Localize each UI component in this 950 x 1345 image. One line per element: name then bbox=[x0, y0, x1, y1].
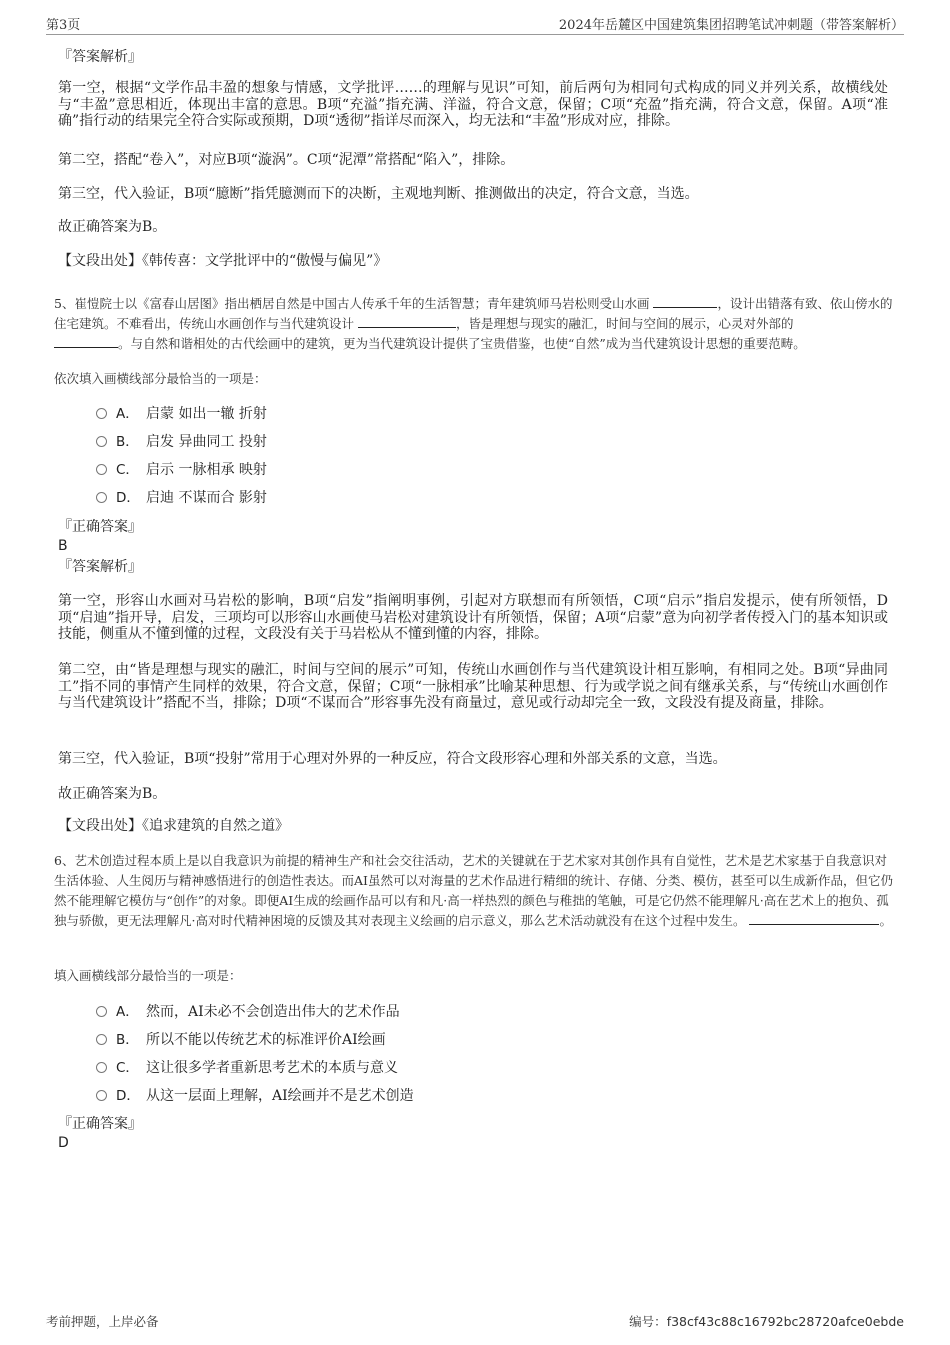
blank-3 bbox=[54, 335, 118, 348]
footer-slogan: 考前押题，上岸必备 bbox=[46, 1314, 159, 1329]
analysis-paragraph-3: 第三空，代入验证，B项“投射”常用于心理对外界的一种反应，符合文段形容心理和外部关系的文意，当选。 bbox=[58, 751, 727, 767]
q6-option-c[interactable]: C． 这让很多学者重新思考艺术的本质与意义 bbox=[96, 1059, 398, 1077]
radio-icon[interactable] bbox=[96, 492, 107, 503]
document-title: 2024年岳麓区中国建筑集团招聘笔试冲刺题（带答案解析） bbox=[558, 18, 904, 33]
analysis-paragraph-1: 第一空，形容山水画对马岩松的影响，B项“启发”指阐明事例，引起对方联想而有所领悟，C项“启示”指启发提示，使有所领悟，D项“启迪”指开导，启发，三项均可以形容山水画使马岩松对建筑设计有所领悟，保留；A项“启蒙”意为向初学者传授入门的基本知识或技能，侧重从不懂到懂的过程，文段没有关于马岩松从不懂到懂的内容，排除。 bbox=[58, 593, 888, 642]
source-citation: 【文段出处】《韩传喜：文学批评中的“傲慢与偏见”》 bbox=[58, 253, 388, 269]
q5-option-d[interactable]: D． 启迪 不谋而合 影射 bbox=[96, 489, 267, 507]
radio-icon[interactable] bbox=[96, 1034, 107, 1045]
analysis-paragraph-3: 第三空，代入验证，B项“臆断”指凭臆测而下的决断，主观地判断、推测做出的决定，符合文意，当选。 bbox=[58, 186, 699, 202]
q6-option-d[interactable]: D． 从这一层面上理解，AI绘画并不是艺术创造 bbox=[96, 1087, 414, 1105]
analysis-conclusion: 故正确答案为B。 bbox=[58, 786, 167, 802]
correct-answer-label: 『正确答案』 bbox=[58, 519, 142, 535]
correct-answer-label: 『正确答案』 bbox=[58, 1116, 142, 1132]
correct-answer-value: B bbox=[58, 538, 68, 554]
radio-icon[interactable] bbox=[96, 408, 107, 419]
blank-1 bbox=[749, 912, 879, 925]
q6-option-b[interactable]: B． 所以不能以传统艺术的标准评价AI绘画 bbox=[96, 1031, 386, 1049]
analysis-label: 『答案解析』 bbox=[58, 559, 142, 575]
radio-icon[interactable] bbox=[96, 436, 107, 447]
source-citation: 【文段出处】《追求建筑的自然之道》 bbox=[58, 818, 289, 834]
analysis-paragraph-1: 第一空，根据“文学作品丰盈的想象与情感，文学批评……的理解与见识”可知，前后两句为相同句式构成的同义并列关系，故横线处与“丰盈”意思相近，体现出丰富的意思。B项“充溢”指充满、洋溢，符合文意，保留；C项“充盈”指充满，符合文意，保留。A项“准确”指行动的结果完全符合实际或预期，D项“透彻”指详尽而深入，均无法和“丰盈”形成对应，排除。 bbox=[58, 80, 888, 129]
page-header bbox=[46, 14, 904, 35]
radio-icon[interactable] bbox=[96, 1006, 107, 1017]
page-number: 第3页 bbox=[46, 18, 81, 33]
radio-icon[interactable] bbox=[96, 1090, 107, 1101]
q5-option-a[interactable]: A． 启蒙 如出一辙 折射 bbox=[96, 405, 267, 423]
question-6-prompt: 填入画横线部分最恰当的一项是： bbox=[54, 968, 242, 983]
radio-icon[interactable] bbox=[96, 464, 107, 475]
analysis-paragraph-2: 第二空，由“皆是理想与现实的融汇，时间与空间的展示”可知，传统山水画创作与当代建筑设计相互影响，有相同之处。B项“异曲同工”指不同的事情产生同样的效果，符合文意，保留；C项“一脉相承”比喻某种思想、行为或学说之间有继承关系，与“传统山水画创作与当代建筑设计”搭配不当，排除；D项“不谋而合”形容事先没有商量过，意见或行动却完全一致，文段没有提及商量，排除。 bbox=[58, 662, 888, 711]
blank-2 bbox=[358, 315, 456, 328]
question-5-prompt: 依次填入画横线部分最恰当的一项是： bbox=[54, 371, 267, 386]
question-6-stem: 6、艺术创造过程本质上是以自我意识为前提的精神生产和社会交往活动，艺术的关键就在于艺术家对其创作具有自觉性，艺术是艺术家基于自我意识对生活体验、人生阅历与精神感悟进行的创造性表达。而AI虽然可以对海量的艺术作品进行精细的统计、存储、分类、模仿，甚至可以生成新作品，但它仍然不能理解它模仿与“创作”的对象。即便AI生成的绘画作品可以有和凡·高一样热烈的颜色与稚拙的笔触，可是它仍然不能理解凡·高在艺术上的抱负、孤独与骄傲，更无法理解凡·高对时代精神困境的反馈及其对表现主义绘画的启示意义，那么艺术活动就没有在这个过程中发生。 。 bbox=[54, 853, 893, 928]
q5-option-b[interactable]: B． 启发 异曲同工 投射 bbox=[96, 433, 267, 451]
analysis-conclusion: 故正确答案为B。 bbox=[58, 219, 167, 235]
q5-option-c[interactable]: C． 启示 一脉相承 映射 bbox=[96, 461, 267, 479]
document-code: 编号：f38cf43c88c16792bc28720afce0ebde bbox=[629, 1314, 904, 1329]
analysis-label: 『答案解析』 bbox=[58, 49, 142, 65]
correct-answer-value: D bbox=[58, 1135, 69, 1151]
blank-1 bbox=[653, 295, 717, 308]
q6-option-a[interactable]: A． 然而，AI未必不会创造出伟大的艺术作品 bbox=[96, 1003, 400, 1021]
question-5-stem: 5、崔愷院士以《富春山居图》指出栖居自然是中国古人传承千年的生活智慧；青年建筑师马岩松则受山水画 ，设计出错落有致、依山傍水的住宅建筑。不难看出，传统山水画创作与当代建筑设计 ，皆是理想与现实的融汇，时间与空间的展示，心灵对外部的 。与自然和谐相处的古代绘画中的建筑，更为当代建筑设计提供了宝贵借鉴，也使“自然”成为当代建筑设计思想的重要范畴。 bbox=[54, 296, 893, 351]
radio-icon[interactable] bbox=[96, 1062, 107, 1073]
analysis-paragraph-2: 第二空，搭配“卷入”，对应B项“漩涡”。C项“泥潭”常搭配“陷入”，排除。 bbox=[58, 152, 515, 168]
